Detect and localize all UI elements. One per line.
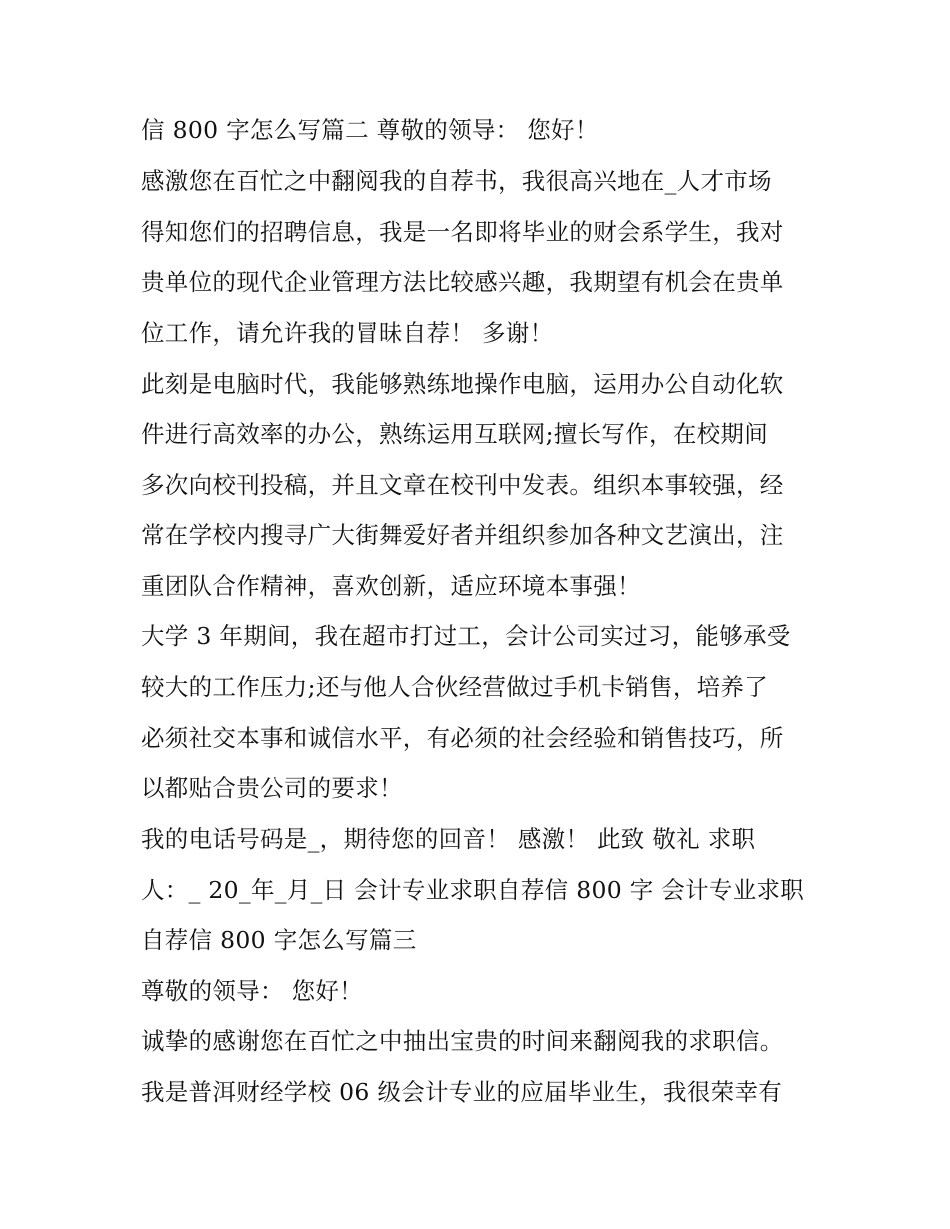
text-line: 此刻是电脑时代，我能够熟练地操作电脑，运用办公自动化软 — [141, 370, 784, 398]
text-line: 多次向校刊投稿，并且文章在校刊中发表。组织本事较强，经 — [141, 471, 784, 499]
text-line: 我的电话号码是_，期待您的回音！ 感激！ 此致 敬礼 求职 — [141, 825, 756, 853]
text-line: 位工作，请允许我的冒昧自荐！ 多谢！ — [141, 319, 554, 347]
text-line: 我是普洱财经学校 06 级会计专业的应届毕业生，我很荣幸有 — [141, 1078, 783, 1106]
text-line: 重团队合作精神，喜欢创新，适应环境本事强！ — [141, 572, 641, 600]
text-line: 感激您在百忙之中翻阅我的自荐书，我很高兴地在_人才市场 — [141, 167, 772, 195]
text-line: 件进行高效率的办公，熟练运用互联网;擅长写作，在校期间 — [141, 420, 769, 448]
text-line: 大学 3 年期间，我在超市打过工，会计公司实过习，能够承受 — [141, 622, 791, 650]
text-line: 自荐信 800 字怎么写篇三 — [141, 926, 417, 954]
text-line: 常在学校内搜寻广大街舞爱好者并组织参加各种文艺演出，注 — [141, 521, 784, 549]
text-line: 得知您们的招聘信息，我是一名即将毕业的财会系学生，我对 — [141, 218, 784, 246]
text-line: 诚挚的感谢您在百忙之中抽出宝贵的时间来翻阅我的求职信。 — [141, 1027, 784, 1055]
text-line: 以都贴合贵公司的要求！ — [141, 774, 403, 802]
text-line: 贵单位的现代企业管理方法比较感兴趣，我期望有机会在贵单 — [141, 268, 784, 296]
text-line: 人：_ 20_年_月_日 会计专业求职自荐信 800 字 会计专业求职 — [141, 876, 805, 904]
text-line: 尊敬的领导： 您好！ — [141, 977, 363, 1005]
text-line: 信 800 字怎么写篇二 尊敬的领导： 您好！ — [141, 116, 599, 144]
text-line: 较大的工作压力;还与他人合伙经营做过手机卡销售，培养了 — [141, 673, 769, 701]
text-line: 必须社交本事和诚信水平，有必须的社会经验和销售技巧，所 — [141, 724, 784, 752]
